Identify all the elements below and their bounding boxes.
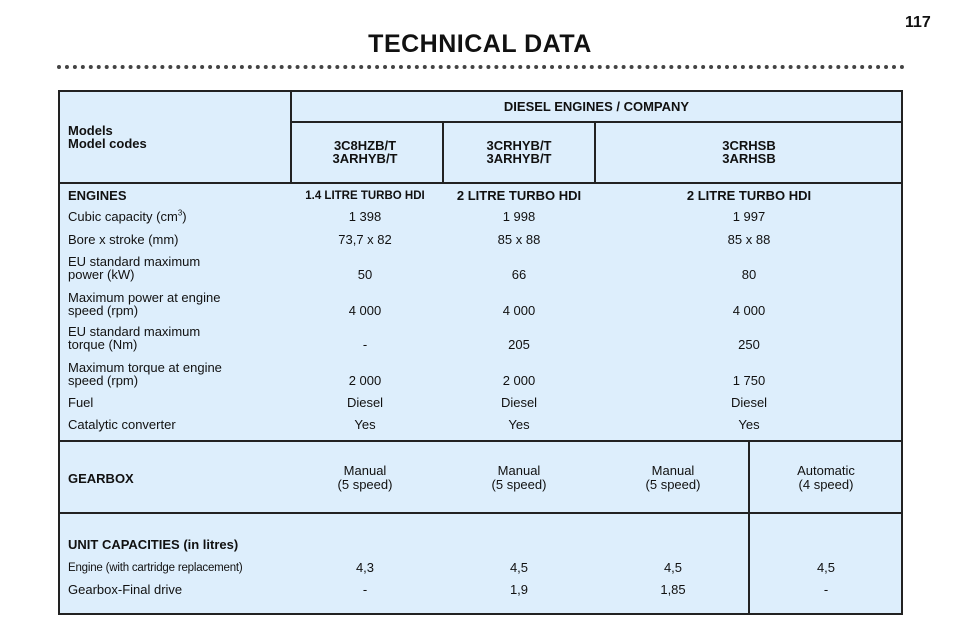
gearbox-final-drive-col1: - xyxy=(362,582,368,597)
cubic-capacity-col3: 1 997 xyxy=(732,209,766,224)
max-torque-label-line2: torque (Nm) xyxy=(68,337,138,352)
cubic-capacity-label: Cubic capacity $(cm^3)$ xyxy=(68,208,187,224)
gearbox-label: GEARBOX xyxy=(68,471,134,486)
bore-stroke-col2: 85 x 88 xyxy=(497,232,541,247)
row-divider-engines xyxy=(60,182,903,184)
engine-col1: 1.4 LITRE TURBO HDI xyxy=(305,190,425,202)
torque-speed-col2: 2 000 xyxy=(502,373,536,388)
max-torque-col3: 250 xyxy=(738,337,760,352)
page-number: 117 xyxy=(905,14,931,31)
page-title: TECHNICAL DATA xyxy=(368,30,592,58)
gearbox-final-drive-col2: 1,9 xyxy=(509,582,529,597)
engines-label: ENGINES xyxy=(68,188,127,203)
unit-capacities-label: UNIT CAPACITIES (in litres) xyxy=(68,537,239,552)
bore-stroke-col3: 85 x 88 xyxy=(727,232,771,247)
engine-oil-label: Engine (with cartridge replacement) xyxy=(68,562,243,574)
max-torque-label-line1: EU standard maximum xyxy=(68,324,201,339)
model-code-col3-line1: 3CRHSB xyxy=(722,138,776,153)
bore-stroke-col1: 73,7 x 82 xyxy=(338,232,392,247)
power-speed-col3: 4 000 xyxy=(732,303,766,318)
cubic-capacity-col1: 1 398 xyxy=(348,209,382,224)
max-power-col1: 50 xyxy=(357,267,373,282)
model-code-col1-line1: 3C8HZB/T xyxy=(333,138,397,153)
gearbox-col1-line1: Manual xyxy=(343,463,387,478)
gearbox-final-drive-col4: - xyxy=(823,582,829,597)
model-codes-label: Model codes xyxy=(68,136,147,151)
torque-speed-label-line2: speed (rpm) xyxy=(68,373,139,388)
max-torque-col2: 205 xyxy=(508,337,530,352)
catalytic-converter-col3: Yes xyxy=(738,417,760,432)
engine-oil-col2: 4,5 xyxy=(509,560,529,575)
catalytic-converter-col1: Yes xyxy=(354,417,376,432)
gearbox-final-drive-label: Gearbox-Final drive xyxy=(68,582,183,597)
gearbox-col2-line1: Manual xyxy=(497,463,541,478)
power-speed-col1: 4 000 xyxy=(348,303,382,318)
engine-oil-col3: 4,5 xyxy=(663,560,683,575)
model-code-col2-line1: 3CRHYB/T xyxy=(486,138,552,153)
bore-stroke-label: Bore x stroke (mm) xyxy=(68,232,179,247)
model-code-col1-line2: 3ARHYB/T xyxy=(332,151,398,166)
gearbox-col4-line1: Automatic xyxy=(797,463,855,478)
fuel-col2: Diesel xyxy=(500,395,538,410)
cubic-capacity-col2: 1 998 xyxy=(502,209,536,224)
model-code-col3-line2: 3ARHSB xyxy=(722,151,776,166)
diesel-engines-header: DIESEL ENGINES / COMPANY xyxy=(503,99,690,114)
fuel-col1: Diesel xyxy=(346,395,384,410)
torque-speed-col1: 2 000 xyxy=(348,373,382,388)
gearbox-col4-line2: (4 speed) xyxy=(798,477,854,492)
max-torque-col1: - xyxy=(362,337,368,352)
gearbox-col1-line2: (5 speed) xyxy=(337,477,393,492)
torque-speed-col3: 1 750 xyxy=(732,373,766,388)
models-label: Models xyxy=(68,123,113,138)
torque-speed-label-line1: Maximum torque at engine xyxy=(68,360,222,375)
gearbox-final-drive-col3: 1,85 xyxy=(660,582,686,597)
power-speed-col2: 4 000 xyxy=(502,303,536,318)
gearbox-col3-line2: (5 speed) xyxy=(645,477,701,492)
max-power-label-line1: EU standard maximum xyxy=(68,254,201,269)
power-speed-label-line1: Maximum power at engine xyxy=(68,290,221,305)
catalytic-converter-label: Catalytic converter xyxy=(68,417,176,432)
dotted-divider xyxy=(57,65,905,69)
engine-oil-col4: 4,5 xyxy=(816,560,836,575)
model-code-col2-line2: 3ARHYB/T xyxy=(486,151,552,166)
gearbox-col2-line2: (5 speed) xyxy=(491,477,547,492)
fuel-label: Fuel xyxy=(68,395,94,410)
max-power-col2: 66 xyxy=(511,267,527,282)
max-power-col3: 80 xyxy=(741,267,757,282)
fuel-col3: Diesel xyxy=(730,395,768,410)
technical-data-table xyxy=(58,90,903,615)
engine-oil-col1: 4,3 xyxy=(355,560,375,575)
row-divider-gearbox xyxy=(60,440,903,442)
power-speed-label-line2: speed (rpm) xyxy=(68,303,139,318)
header-divider xyxy=(290,121,903,123)
engine-col3: 2 LITRE TURBO HDI xyxy=(686,188,812,203)
max-power-label-line2: power (kW) xyxy=(68,267,135,282)
engine-col2: 2 LITRE TURBO HDI xyxy=(456,188,582,203)
gearbox-col3-line1: Manual xyxy=(651,463,695,478)
row-divider-capacities xyxy=(60,512,903,514)
catalytic-converter-col2: Yes xyxy=(508,417,530,432)
